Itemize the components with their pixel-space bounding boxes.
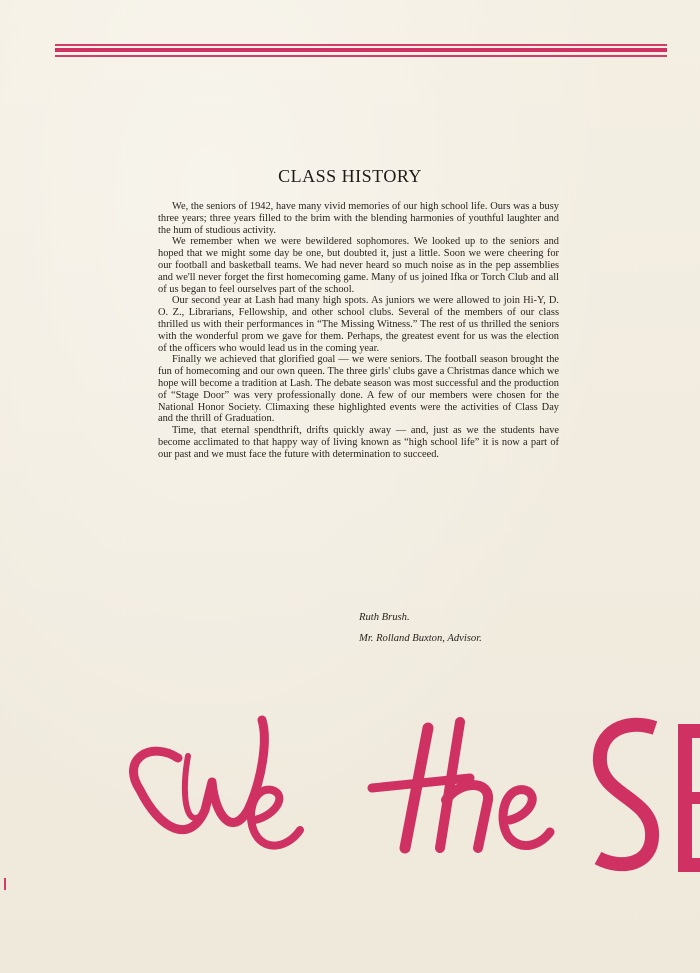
page-title: CLASS HISTORY [278, 166, 422, 186]
signature-advisor: Mr. Rolland Buxton, Advisor. [359, 633, 482, 644]
paragraph: We, the seniors of 1942, have many vivid memories of our high school life. Ours was a busy three years; three years filled to the brim with the blending harmonies of youthful laughter and the hum of studious activity. [158, 201, 559, 236]
signature-author: Ruth Brush. [359, 612, 410, 623]
banner-letter-e-block [678, 724, 700, 872]
banner-letter-e [251, 790, 300, 846]
paragraph: Our second year at Lash had many high spots. As juniors we were allowed to join Hi-Y, D. O. Z., Librarians, Fellowship, and other school clubs. Several of the members of our class thrilled us with their performances in “The Missing Witness.” The rest of us thrilled the seniors with the wonderful prom we gave for them. Perhaps, the greatest event for us was the election of the officers who would lead us in the coming year. [158, 295, 559, 354]
paragraph: Finally we achieved that glorified goal — we were seniors. The football season brought the fun of homecoming and our own queen. The three girls' clubs gave a Christmas dance which we hope will become a tradition at Lash. The debate season was most successful and the production of “Stage Door” was very professionally done. A few of our members were chosen for the National Honor Society. Climaxing these highlighted events were the activities of Class Day and the thrill of Graduation. [158, 354, 559, 425]
paragraph: We remember when we were bewildered sophomores. We looked up to the seniors and hoped that we might some day be one, but doubted it, just a little. Soon we were cheering for our football and basketball teams. We had never heard so much noise as in the pep assemblies and we'll never forget the first homecoming game. Many of us joined Ifka or Torch Club and all of us began to feel ourselves part of the school. [158, 236, 559, 295]
edge-mark [4, 878, 6, 890]
paragraph: Time, that eternal spendthrift, drifts quickly away — and, just as we the students have become acclimated to that happy way of living known as “high school life” it is now a part of our past and we must face the future with determination to succeed. [158, 425, 559, 460]
banner-letter-e2 [503, 790, 550, 846]
banner-letter-s [598, 725, 655, 864]
